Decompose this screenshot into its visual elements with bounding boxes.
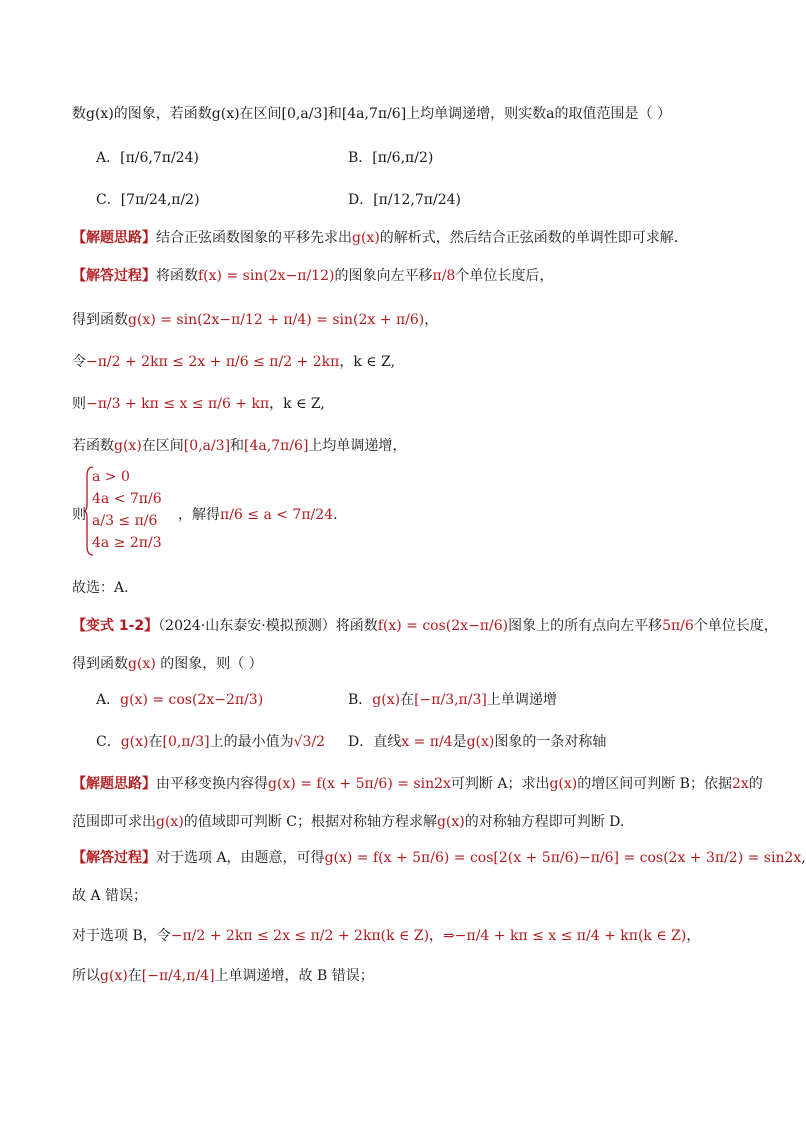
option-prefix: A． xyxy=(96,692,121,708)
step-text: 得到函数 xyxy=(72,312,128,328)
option-text-2: 图象的一条对称轴 xyxy=(494,734,607,750)
step-math: g(x) xyxy=(114,438,142,454)
step-text-4: 上均单调递增， xyxy=(308,438,407,454)
process-text: 对于选项 A，由题意，可得 xyxy=(156,850,325,866)
option-math-2: [−π/3,π/3] xyxy=(414,692,487,708)
option-text-2: 上的最小值为 xyxy=(209,734,294,750)
variant-math: f(x) = cos(2x−π/6) xyxy=(377,618,509,634)
step-text-3: 和 xyxy=(230,438,245,454)
step-text-2: 在区间 xyxy=(141,438,184,454)
variant-math-2: 5π/6 xyxy=(662,618,694,634)
option-math-3: √3/2 xyxy=(293,734,326,750)
step-math: −π/2 + 2kπ ≤ 2x ≤ π/2 + 2kπ(k ∈ Z) xyxy=(170,928,430,944)
choose-answer-1: 故选：A． xyxy=(72,580,139,596)
result-text: ，解得 xyxy=(178,507,220,523)
variant-label: 【变式 1-2】 xyxy=(72,618,159,634)
step-math: −π/3 + kπ ≤ x ≤ π/6 + kπ xyxy=(86,396,270,412)
process-math-2: π/8 xyxy=(432,268,456,284)
option-math: g(x) xyxy=(120,734,149,750)
system-row-3: a/3 ≤ π/6 xyxy=(92,513,158,529)
step-math: g(x) xyxy=(100,968,128,984)
step-math: g(x) = sin(2x−π/12 + π/4) = sin(2x + π/6) xyxy=(128,312,425,328)
hint-text: 由平移变换内容得 xyxy=(156,776,268,792)
hint-label: 【解题思路】 xyxy=(72,230,156,246)
option-text: 在 xyxy=(400,692,415,708)
step-text-3: ， xyxy=(686,928,701,944)
hint-math-2: g(x) xyxy=(436,814,465,830)
option-prefix: C． xyxy=(96,734,121,750)
step-text: 若函数 xyxy=(72,438,114,454)
system-result xyxy=(178,505,338,525)
process-math: g(x) = f(x + 5π/6) = cos[2(x + 5π/6)−π/6] = cos(2x + 3π/2) = sin2x xyxy=(324,850,802,866)
option-text: 是 xyxy=(452,734,467,750)
system-rows xyxy=(92,466,192,554)
step-line-b xyxy=(72,926,700,946)
option-text-2: 上单调递增 xyxy=(486,692,557,708)
process-label: 【解答过程】 xyxy=(72,850,156,866)
process-label: 【解答过程】 xyxy=(72,268,156,284)
variant-question-2 xyxy=(72,654,263,674)
process-math: f(x) = sin(2x−π/12) xyxy=(198,268,335,284)
variant-text-2: 的图象，则（ ） xyxy=(155,656,263,672)
result-end: . xyxy=(333,507,338,523)
option-math: g(x) = cos(2x−2π/3) xyxy=(120,692,264,708)
step-math-3: [4a,7π/6] xyxy=(244,438,309,454)
hint-math-2: g(x) xyxy=(549,776,578,792)
system-row-1: a > 0 xyxy=(92,469,130,485)
step-text: 则 xyxy=(72,396,86,412)
variant-math: g(x) xyxy=(128,656,156,672)
hint-text-2: 可判断 A；求出 xyxy=(450,776,550,792)
solution-hint-1 xyxy=(72,228,688,248)
option-math: g(x) xyxy=(372,692,401,708)
option-math: x = π/4 xyxy=(401,734,453,750)
step-text-2: ， xyxy=(429,928,444,944)
step-text: 令 xyxy=(72,354,86,370)
option-a: A．[π/6,7π/24) xyxy=(96,150,199,166)
step-text-2: ，k ∈ Z, xyxy=(269,396,325,412)
hint-label: 【解题思路】 xyxy=(72,776,156,792)
step-math-2: ⇒−π/4 + kπ ≤ x ≤ π/4 + kπ(k ∈ Z) xyxy=(443,928,687,944)
solution-hint-2 xyxy=(72,774,763,794)
option-text: 在 xyxy=(148,734,163,750)
system-row-4: 4a ≥ 2π/3 xyxy=(92,535,162,551)
option-b-2 xyxy=(348,690,557,710)
variant-text: 得到函数 xyxy=(72,656,128,672)
process-text-2: , xyxy=(801,850,806,866)
question-stem-continued: 数g(x)的图象，若函数g(x)在区间[0,a/3]和[4a,7π/6]上均单调递增，则实数a的取值范围是（ ） xyxy=(72,106,671,122)
step-math-2: [0,a/3] xyxy=(183,438,231,454)
system-prefix: 则 xyxy=(72,507,86,523)
hint-text-3: 的对称轴方程即可判断 D. xyxy=(464,814,625,830)
process-text-3: 个单位长度后， xyxy=(455,268,554,284)
variant-text-3: 个单位长度， xyxy=(693,618,778,634)
option-a-2 xyxy=(96,690,263,710)
option-b: B．[π/6,π/2) xyxy=(348,150,434,166)
step-line-c xyxy=(72,966,374,986)
step-line-a: 故 A 错误； xyxy=(72,888,148,904)
step-math-2: [−π/4,π/4] xyxy=(141,968,215,984)
hint-math: g(x) xyxy=(156,814,184,830)
process-text-2: 的图象向左平移 xyxy=(334,268,433,284)
process-text: 将函数 xyxy=(156,268,198,284)
step-line-2 xyxy=(72,352,395,372)
hint-text-2: 的解析式，然后结合正弦函数的单调性即可求解． xyxy=(379,230,688,246)
hint-text-3: 的增区间可判断 B；依据 xyxy=(577,776,732,792)
variant-text: （2024·山东泰安·模拟预测）将函数 xyxy=(158,618,378,634)
step-text-2: 在 xyxy=(127,968,142,984)
option-math-2: g(x) xyxy=(466,734,495,750)
hint-text: 结合正弦函数图象的平移先求出 xyxy=(156,230,352,246)
solution-hint-2-cont xyxy=(72,812,624,832)
option-math-2: [0,π/3] xyxy=(162,734,210,750)
step-text-2: ，k ∈ Z, xyxy=(339,354,396,370)
hint-math: g(x) xyxy=(352,230,380,246)
hint-math-3: 2x xyxy=(731,776,749,792)
step-text: 所以 xyxy=(72,968,100,984)
step-line-4 xyxy=(72,436,406,456)
option-prefix: D．直线 xyxy=(348,734,402,750)
option-d: D．[π/12,7π/24) xyxy=(348,192,461,208)
hint-text-4: 的 xyxy=(748,776,763,792)
step-math: −π/2 + 2kπ ≤ 2x + π/6 ≤ π/2 + 2kπ xyxy=(86,354,340,370)
option-c: C．[7π/24,π/2) xyxy=(96,192,200,208)
step-text-2: ， xyxy=(424,312,439,328)
hint-math: g(x) = f(x + 5π/6) = sin2x xyxy=(268,776,451,792)
step-line-1 xyxy=(72,310,438,330)
option-c-2 xyxy=(96,732,325,752)
solution-process-1 xyxy=(72,266,553,286)
variant-text-2: 图象上的所有点向左平移 xyxy=(508,618,663,634)
step-text-3: 上单调递增，故 B 错误； xyxy=(214,968,374,984)
solution-process-2 xyxy=(72,848,806,868)
hint-text-2: 的值域即可判断 C；根据对称轴方程求解 xyxy=(183,814,437,830)
option-prefix: B． xyxy=(348,692,373,708)
step-line-3 xyxy=(72,394,325,414)
step-text: 对于选项 B，令 xyxy=(72,928,171,944)
system-row-2: 4a < 7π/6 xyxy=(92,491,162,507)
result-math: π/6 ≤ a < 7π/24 xyxy=(220,507,334,523)
variant-question xyxy=(72,616,778,636)
option-d-2 xyxy=(348,732,606,752)
hint-text: 范围即可求出 xyxy=(72,814,156,830)
